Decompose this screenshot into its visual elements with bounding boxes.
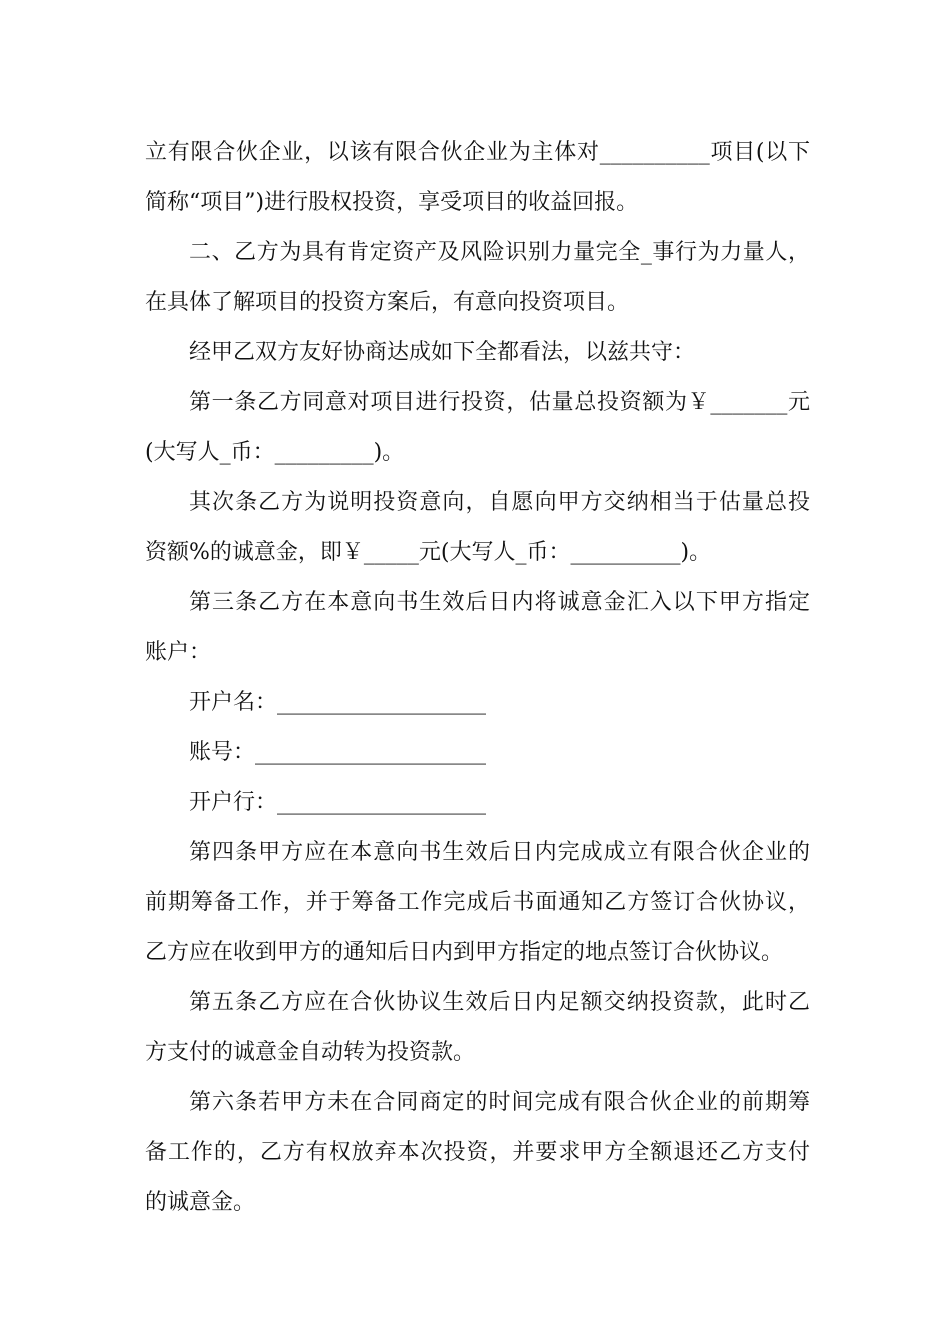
- text-line-10: 第三条乙方在本意向书生效后日内将诚意金汇入以下甲方指定: [189, 590, 810, 615]
- text-line-2: 简称“项目”)进行股权投资，享受项目的收益回报。: [145, 190, 639, 215]
- text-line-7: (大写人_币：_________)。: [145, 440, 405, 465]
- text-line-6: 第一条乙方同意对项目进行投资，估量总投资额为￥_______元: [189, 390, 810, 415]
- text-line-21: 备工作的，乙方有权放弃本次投资，并要求甲方全额退还乙方支付: [145, 1140, 810, 1165]
- text-line-15: 第四条甲方应在本意向书生效后日内完成成立有限合伙企业的: [189, 840, 810, 865]
- bank-line: 开户行：___________________: [189, 790, 487, 815]
- text-line-5: 经甲乙双方友好协商达成如下全都看法，以兹共守：: [189, 340, 696, 365]
- text-line-1: 立有限合伙企业，以该有限合伙企业为主体对__________项目(以下: [145, 140, 810, 165]
- text-line-18: 第五条乙方应在合伙协议生效后日内足额交纳投资款，此时乙: [189, 990, 810, 1015]
- text-line-22: 的诚意金。: [145, 1190, 256, 1215]
- text-line-16: 前期筹备工作，并于筹备工作完成后书面通知乙方签订合伙协议，: [145, 890, 810, 915]
- text-line-8: 其次条乙方为说明投资意向，自愿向甲方交纳相当于估量总投: [189, 490, 810, 515]
- text-line-4: 在具体了解项目的投资方案后，有意向投资项目。: [145, 290, 630, 315]
- text-line-11: 账户：: [145, 640, 212, 665]
- text-line-3: 二、乙方为具有肯定资产及风险识别力量完全_事行为力量人，: [189, 240, 810, 265]
- text-line-20: 第六条若甲方未在合同商定的时间完成有限合伙企业的前期筹: [189, 1090, 810, 1115]
- text-line-17: 乙方应在收到甲方的通知后日内到甲方指定的地点签订合伙协议。: [145, 940, 784, 965]
- account-number-line: 账号：_____________________: [189, 740, 487, 765]
- text-line-9: 资额%的诚意金，即￥_____元(大写人_币：__________)。: [145, 540, 712, 565]
- document-body: [145, 128, 810, 1228]
- text-line-19: 方支付的诚意金自动转为投资款。: [145, 1040, 476, 1065]
- account-name-line: 开户名：___________________: [189, 690, 487, 715]
